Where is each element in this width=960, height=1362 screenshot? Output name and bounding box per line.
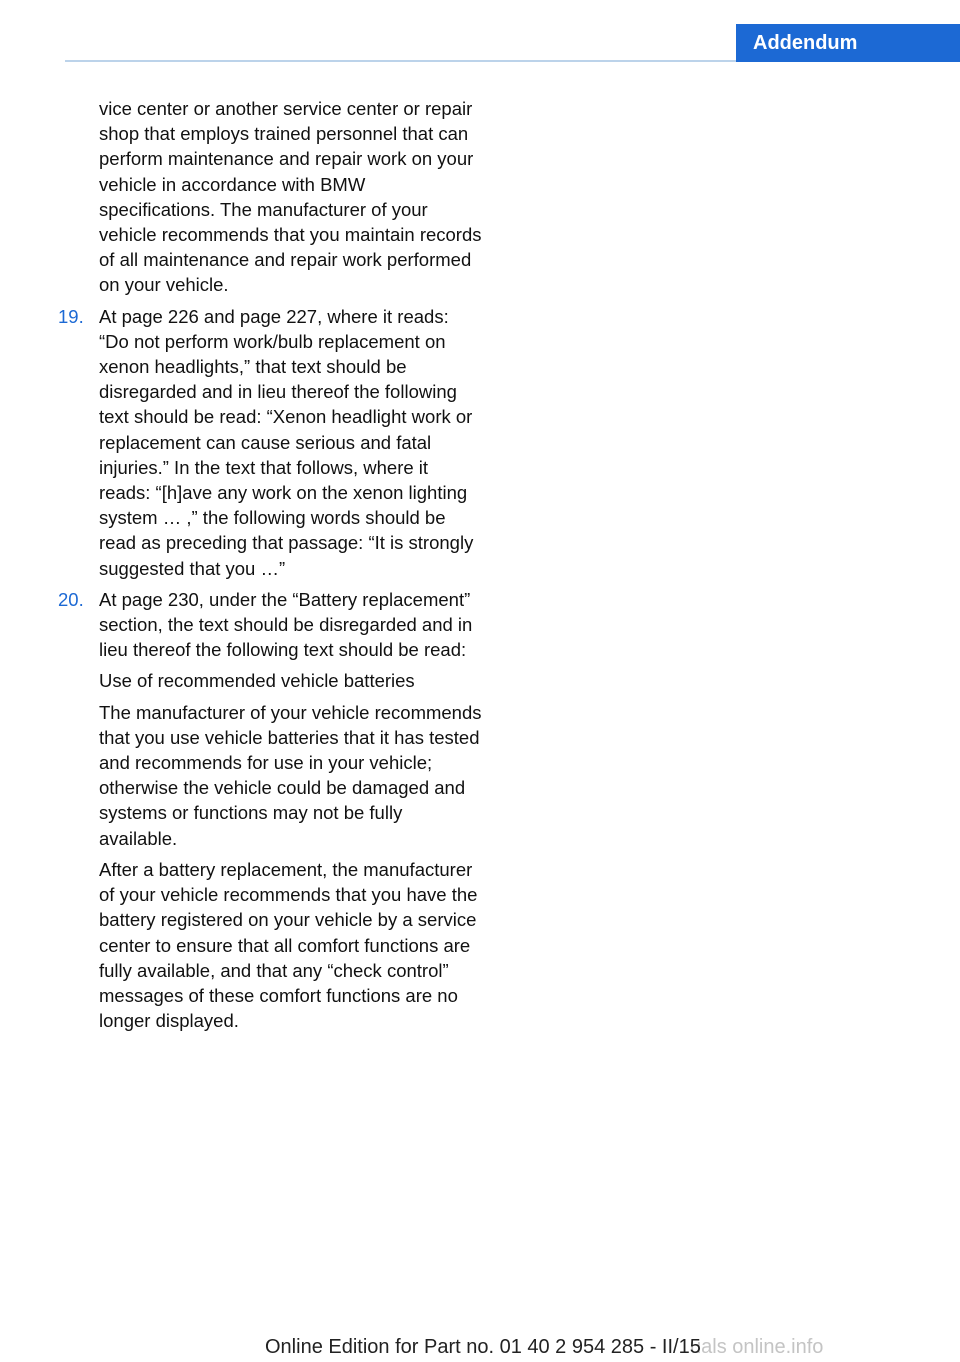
watermark: uals online.info <box>690 1336 824 1358</box>
intro-paragraph: vice center or another service center or repair shop that employs trained personnel that can perform maintenance and repair work on your vehicle in accordance with BMW specifications. The manufacturer of your vehicle recommends that you maintain records of all maintenance and repair work performed on your vehicle. <box>99 98 482 296</box>
sub-heading-paragraph: Use of recommended vehicle batteries <box>99 670 415 692</box>
sub-paragraph: After a battery replacement, the manufacturer of your vehicle recommends that you have the battery registered on your vehicle by a service center to ensure that all comfort functions are fully available, and that any “check control” messages of these comfort functions are no longer displayed. <box>99 858 478 1032</box>
section-title-tab <box>736 24 960 62</box>
page-footer <box>0 1333 960 1362</box>
page-content <box>58 96 482 1039</box>
edition-text: Online Edition for Part no. 01 40 2 954 285 - II/15 <box>265 1336 701 1358</box>
item-number: 20. <box>58 588 84 610</box>
list-item <box>58 587 482 663</box>
list-item <box>58 304 482 581</box>
item-text: At page 226 and page 227, where it reads: “Do not perform work/bulb replacement on xenon headlights,” that text should be disregarded and in lieu thereof the following text should be read: “Xenon headlight work or replacement can cause serious and fatal injuries.” In the text that follows, where it reads: “[h]ave any work on the xenon lighting system … ,” the following words should be read as preceding that passage: “It is strongly suggested that you …” <box>99 305 474 579</box>
header-rule <box>65 60 736 62</box>
item-number: 19. <box>58 305 84 327</box>
item-text: At page 230, under the “Battery replacement” section, the text should be disregarded and in lieu thereof the following text should be read: <box>99 588 473 661</box>
sub-paragraph: The manufacturer of your vehicle recommends that you use vehicle batteries that it has tested and recommends for use in your vehicle; otherwise the vehicle could be damaged and systems or functions may not be fully available. <box>99 701 482 849</box>
section-title: Addendum <box>753 32 858 54</box>
